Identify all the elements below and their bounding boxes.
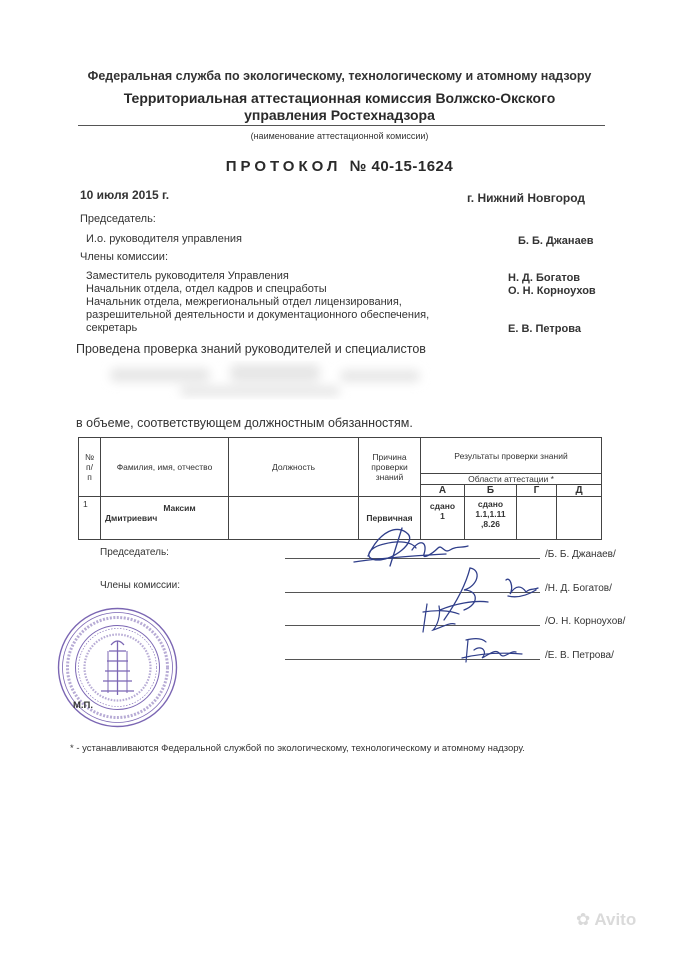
chair-label: Председатель:	[80, 213, 156, 225]
member-position: Заместитель руководителя Управления	[86, 270, 289, 282]
scope-text: в объеме, соответствующем должностным обязанностям.	[76, 416, 413, 430]
seal-label: М.П.	[73, 700, 94, 711]
agency-name: Федеральная служба по экологическому, технологическому и атомному надзору	[87, 69, 592, 83]
header-num: № п/ п	[79, 438, 101, 497]
member-name: Е. В. Петрова	[508, 323, 581, 335]
cell-fio: Максим Дмитриевич	[101, 497, 229, 540]
header-letter-b: Б	[465, 485, 517, 497]
chair-position: И.о. руководителя управления	[86, 233, 242, 245]
protocol-prefix: ПРОТОКОЛ	[225, 158, 342, 175]
results-table	[78, 437, 602, 540]
header-letter-d: Д	[557, 485, 602, 497]
protocol-number: № 40-15-1624	[349, 158, 454, 175]
member-name: О. Н. Корноухов	[508, 285, 596, 297]
watermark	[576, 910, 636, 930]
sign-chair-label: Председатель:	[100, 547, 169, 558]
protocol-city: г. Нижний Новгород	[467, 191, 586, 205]
sign-name: /О. Н. Корноухов/	[545, 616, 626, 627]
sign-name: /Е. В. Петрова/	[545, 650, 614, 661]
check-text: Проведена проверка знаний руководителей и специалистов	[76, 342, 426, 356]
commission-name-line2: управления Ростехнадзора	[244, 107, 435, 123]
header-position: Должность	[229, 438, 359, 497]
cell-area-b: сдано 1.1,1.11 ,8.26	[465, 497, 517, 540]
protocol-date: 10 июля 2015 г.	[80, 188, 170, 202]
commission-caption: (наименование аттестационной комиссии)	[250, 131, 429, 141]
commission-underline	[78, 125, 605, 126]
header-areas: Области аттестации *	[421, 474, 602, 485]
header-letter-a: А	[421, 485, 465, 497]
sign-members-label: Члены комиссии:	[100, 580, 181, 591]
members-label: Члены комиссии:	[80, 251, 169, 263]
member-signature	[415, 598, 475, 636]
sign-name: /Б. Б. Джанаев/	[545, 549, 616, 560]
member-position: Начальник отдела, отдел кадров и спецработы	[86, 283, 327, 295]
table-row	[79, 497, 602, 540]
official-stamp	[55, 605, 180, 730]
header-fio: Фамилия, имя, отчество	[101, 438, 229, 497]
member-position-line: разрешительной деятельности и документационного обеспечения,	[86, 309, 430, 321]
chair-name: Б. Б. Джанаев	[518, 235, 594, 247]
commission-name-line1: Территориальная аттестационная комиссия Волжско-Окского	[123, 90, 556, 106]
footnote: * - устанавливаются Федеральной службой по экологическому, технологическому и атомному надзору.	[70, 743, 525, 754]
redacted-blur	[100, 358, 520, 408]
member-signature	[458, 632, 528, 666]
cell-area-g	[517, 497, 557, 540]
header-results: Результаты проверки знаний	[421, 438, 602, 474]
cell-area-a: сдано 1	[421, 497, 465, 540]
cell-reason: Первичная	[359, 497, 421, 540]
cell-area-d	[557, 497, 602, 540]
sign-name: /Н. Д. Богатов/	[545, 583, 612, 594]
header-letter-g: Г	[517, 485, 557, 497]
header-reason: Причина проверки знаний	[359, 438, 421, 497]
member-position-line: секретарь	[86, 322, 138, 334]
protocol-title	[0, 158, 679, 175]
member-name: Н. Д. Богатов	[508, 272, 581, 284]
watermark-logo-icon: ✿	[576, 910, 591, 929]
cell-num: 1	[79, 497, 101, 540]
watermark-text: Avito	[594, 910, 637, 929]
cell-position	[229, 497, 359, 540]
member-position-line: Начальник отдела, межрегиональный отдел лицензирования,	[86, 296, 402, 308]
